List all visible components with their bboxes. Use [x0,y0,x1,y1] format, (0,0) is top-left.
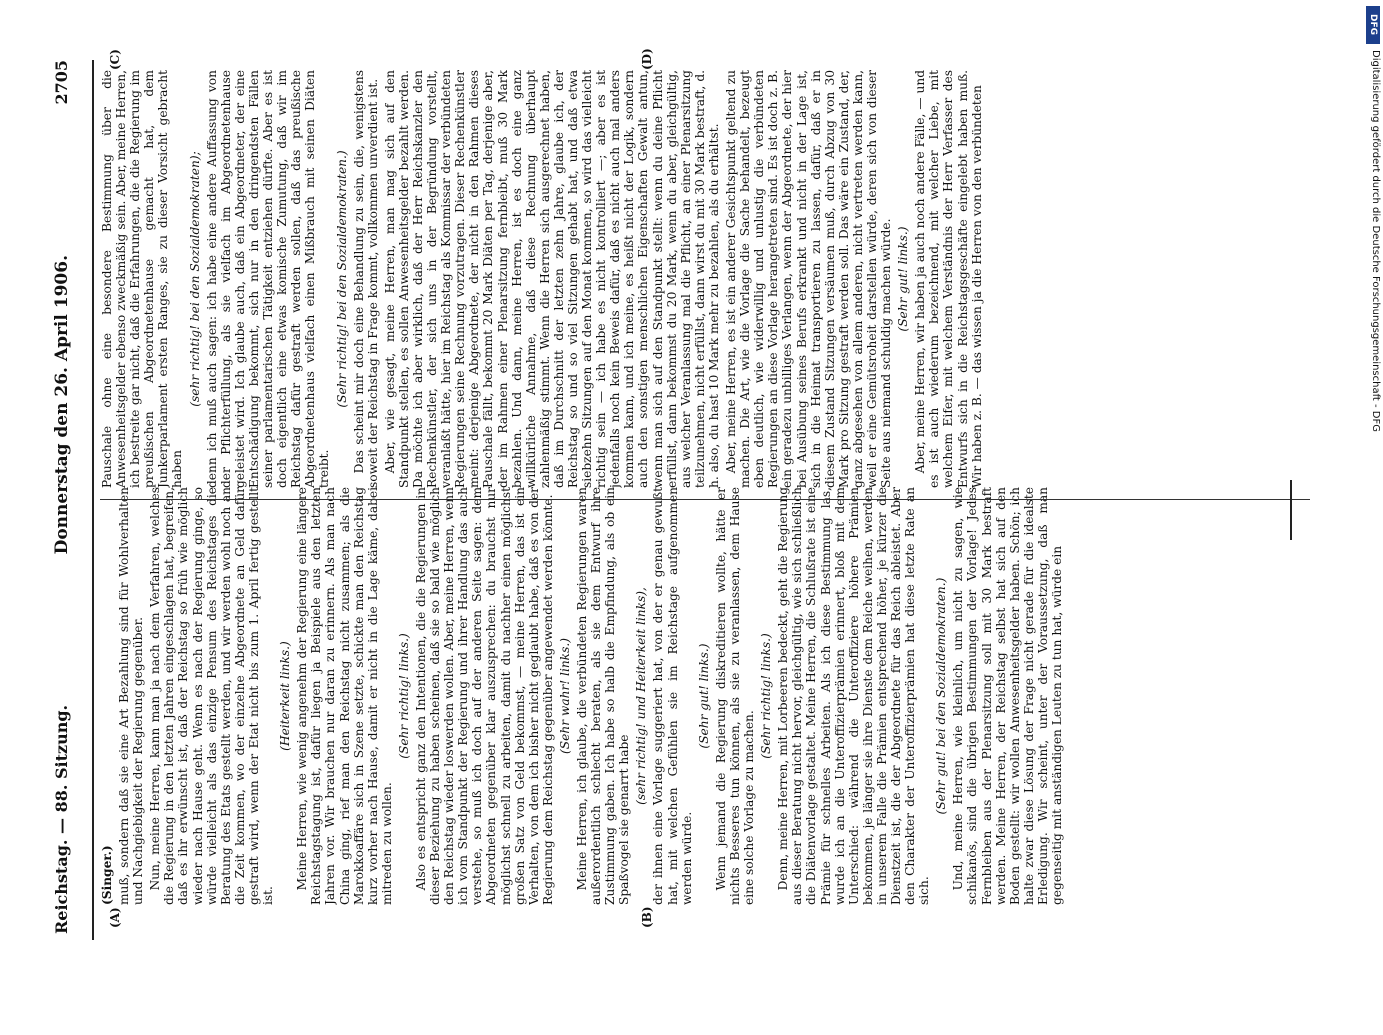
header-session: Reichstag. — 88. Sitzung. [52,704,71,934]
paragraph: Pauschale ohne eine besondere Bestimmung über die Anwesenheitsgelder ebenso zweckmäßig sein. Aber, meine Herren, ich bestreite gar nicht, daß die Erfahrungen, die die Regierung im preußischen Abgeordnetenhause gemacht hat, dem Junkerparlament ersten Ranges, sie zu dieser Vorsicht gebracht haben [100,70,185,488]
interjection: (Sehr wahr! links.) [557,638,572,754]
digitization-note [1367,6,1381,991]
interjection: (Sehr richtig! bei den Sozialdemokraten.) [334,150,349,408]
paragraph: Aber, meine Herren, es ist ein anderer Gesichtspunkt geltend zu machen. Die Art, wie die Vorlage die Sache behandelt, bezeugt eben deutlich, wie widerwillig und unlustig die verbündeten Regierungen an diese Vorlage herangetreten sind. Es ist doch z. B. ein geradezu unbilliges Verlangen, wenn der Abgeordnete, der hier bei Ausübung seines Berufs erkrankt und nicht in der Lage ist, sich in die Heimat transportieren zu lassen, dafür, daß er in diesem Zustand Sitzungen versäumen muß, durch Abzug von 30 Mark pro Sitzung gestraft werden soll. Das wäre ein Zustand, der, ganz abgesehen von allem anderen, nicht vertreten werden kann, weil er eine Gemütsroheit darstellen würde, deren sich von dieser Seite aus niemand schuldig machen würde. [724,70,894,488]
paragraph: muß, sondern daß sie eine Art Bezahlung sind für Wohlverhalten und Nachgiebigkeit der Regierung gegenüber. [117,487,146,905]
margin-marker-d: (D) [640,48,654,70]
footer-rule [1290,480,1292,540]
header-rule [92,60,94,940]
margin-marker-b: (B) [640,906,654,928]
paragraph: Nun, meine Herren, kann man ja nach dem Verfahren, welches die Regierung in den letzten Jahren eingeschlagen hat, begreifen, daß es ihr erwünscht ist, daß der Reichstag so früh wie möglich wieder nach Hause geht. Wenn es nach der Regierung ginge, so würde vielleicht als das einzige Pensum des Reichstages die Beratung des Etats gestellt werden, und wir werden wohl noch an die Zeit kommen, wo der einzelne Abgeordnete an Geld dafür gestraft wird, wenn der Etat nicht bis zum 1. April fertig gestellt ist. [148,487,276,905]
paragraph: Denn, meine Herren, mit Lorbeeren bedeckt, geht die Regierung aus dieser Beratung nicht hervor, gleichgültig, wie sich schließlich die Diätenvorlage gestaltet. Meine Herren, die Schlußrate ist eine Prämie für schnelles Arbeiten. Als ich diese Bestimmung las, wurde ich an die Unteroffizierprämien erinnert, bloß mit dem Unterschied: während die Unteroffiziere höhere Prämien bekommen, je länger sie ihre Dienste dem Reiche weihen, werden in unserem Falle die Prämien entsprechend höher, je kürzer die Dienstzeit ist, die der Abgeordnete für das Reich ableistet. Aber den Charakter der Unteroffizierprämien hat diese letzte Rate an sich. [776,487,932,905]
column-divider [100,499,1310,500]
paragraph: denn ich muß auch sagen: ich habe eine andere Auffassung von der Pflichterfüllung, als sie vielfach im Abgeordnetenhause geleistet wird. Ich glaube auch, daß ein Abgeordneter, der eine Entschädigung bekommt, sich nur in den dringendsten Fällen seiner parlamentarischen Tätigkeit entziehen dürfte. Aber es ist doch eigentlich eine etwas komische Zumutung, daß wir im Reichstag dafür gestraft werden sollen, daß das preußische Abgeordnetenhaus vielfach einen Mißbrauch mit seinen Diäten treibt. [204,70,332,488]
paragraph: Und, meine Herren, wie kleinlich, um nicht zu sagen, wie schikanös, sind die übrigen Bestimmungen der Vorlage! Jedes Fernbleiben aus der Plenarsitzung soll mit 30 Mark bestraft werden. Meine Herren, der Reichstag selbst hat sich auf den Boden gestellt: wir wollen Anwesenheitsgelder haben. Schön; ich halte zwar diese Lösung der Frage nicht gerade für die idealste Erledigung. Wir scheint, unter der Voraussetzung, daß man gegenseitig mit anständigen Leuten zu tun hat, würde ein [951,487,1064,905]
dfg-logo: DFG [1366,6,1380,44]
speaker-name: (Singer.) [100,845,114,905]
interjection: (Sehr gut! links.) [896,226,911,332]
paragraph: Das scheint mir doch eine Behandlung zu sein, die, wenigstens soweit der Reichstag in Frage kommt, vollkommen unverdient ist. [351,70,380,488]
paragraph: Meine Herren, ich glaube, die verbündeten Regierungen waren außerordentlich schlecht beraten, als sie dem Entwurf ihre Zustimmung gaben. Ich habe so halb die Empfindung, als ob ein Spaßvogel sie genarrt habe [575,487,632,905]
paragraph: der ihnen eine Vorlage suggeriert hat, von der er genau gewußt hat, mit welchen Gefühlen sie im Reichstage aufgenommen werden würde. [651,487,694,905]
page-header [52,60,86,934]
paragraph: Meine Herren, wie wenig angenehm der Regierung eine längere Reichstagstagung ist, dafür liegen ja Beispiele aus den letzten Jahren vor. Wir brauchen nur daran zu erinnern. Als man nach China ging, rief man den Reichstag nicht zusammen; als die Marokkoaffäre sich in Szene setzte, schickte man den Reichstag kurz vorher nach Hause, damit er nicht in die Lage käme, dabei mitreden zu wollen. [295,487,394,905]
paragraph: Aber, meine Herren, wir haben ja auch noch andere Fälle, — und es ist auch wiederum bezeichnend, mit welcher Liebe, mit welchem Eifer, mit welchem Verständnis der Herr Verfasser des Entwurfs sich in die Reichstagsgeschäfte eingelebt haben muß. Wir haben z. B. — das wissen ja die Herren von den verbündeten [913,70,984,488]
interjection: (Sehr gut! links.) [696,643,711,749]
interjection: (Heiterkeit links.) [278,641,293,751]
paragraph: Aber, wie gesagt, meine Herren, man mag sich auf den Standpunkt stellen, es sollen Anwesenheitsgelder bezahlt werden. Da möchte ich aber wirklich, daß der Herr Reichskanzler den Rechenkünstler, der sich uns in der Begründung vorstellt, veranlaßt hätte, hier im Reichstag als Kommissar der verbündeten Regierungen seine Rechnung vorzutragen. Dieser Rechenkünstler meint: derjenige Abgeordnete, der nicht in den Rahmen dieses Pauschale fällt, bekommt 20 Mark Diäten per Tag, derjenige aber, der im Rahmen einer Plenarsitzung fernbleibt, muß 30 Mark bezahlen. Und dann, meine Herren, ist es doch eine ganz willkürliche Annahme, daß diese Rechnung überhaupt zahlenmäßig stimmt. Wenn die Herren sich ausgerechnet haben, daß im Durchschnitt der letzten zehn Jahre, glaube ich, der Reichstag so und so viel Sitzungen gehabt hat, und daß etwa siebzehn Sitzungen auf den Monat kommen, so wird das vielleicht richtig sein — ich habe es nicht kontrolliert —; aber es ist jedenfalls noch kein Beweis dafür, daß es nicht auch mal anders kommen kann, und ich meine, es heißt nicht der Logik, sondern auch den sonstigen menschlichen Eigenschaften Gewalt antun, wenn man sich auf den Standpunkt stellt: wenn du deine Pflicht erfüllst, dann bekommst du 20 Mark, wenn du aber, gleichgültig, aus welcher Veranlassung mal die Pflicht, an einer Plenarsitzung teilzunehmen, nicht erfüllst, dann wirst du mit 30 Mark bestraft, d. h. also, du hast 10 Mark mehr zu bezahlen, als du erhältst. [382,70,721,488]
left-text-column [100,487,1300,905]
interjection: (Sehr gut! bei den Sozialdemokraten.) [934,577,949,815]
margin-marker-a: (A) [108,907,122,928]
interjection: (Sehr richtig! links.) [759,633,774,759]
margin-marker-c: (C) [108,49,122,70]
paragraph: Wenn jemand die Regierung diskreditieren wollte, hätte er nichts Besseres tun können, als sie zu veranlassen, dem Hause eine solche Vorlage zu machen. [713,487,757,905]
paragraph: Also es entspricht ganz den Intentionen, die die Regierungen in dieser Beziehung zu haben scheinen, daß sie so bald wie möglich den Reichstag wieder loswerden wollen. Aber, meine Herren, wenn ich vom Standpunkt der Regierung und ihrer Handlung das auch verstehe, so muß ich doch auf der anderen Seite sagen: dem Abgeordneten gegenüber klar auszusprechen: du brauchst nur möglichst schnell zu arbeiten, damit du nachher einen möglichst großen Satz von Geld bekommst, — meine Herren, das ist ein Verhalten, von dem ich bisher nicht geglaubt habe, daß es von der Regierung dem Reichstag gegenüber angewendet werden könnte. [413,487,555,905]
interjection: (sehr richtig! und Heiterkeit links), [634,587,649,805]
header-date: Donnerstag den 26. April 1906. [52,255,72,555]
digitization-note-text: Digitalisierung gefördert durch die Deutsche Forschungsgemeinschaft - DFG [1370,50,1381,433]
right-text-column [100,70,1300,488]
interjection: (Sehr richtig! links.) [396,633,411,759]
page-number: 2705 [52,60,71,105]
interjection: (sehr richtig! bei den Sozialdemokraten); [187,151,202,407]
